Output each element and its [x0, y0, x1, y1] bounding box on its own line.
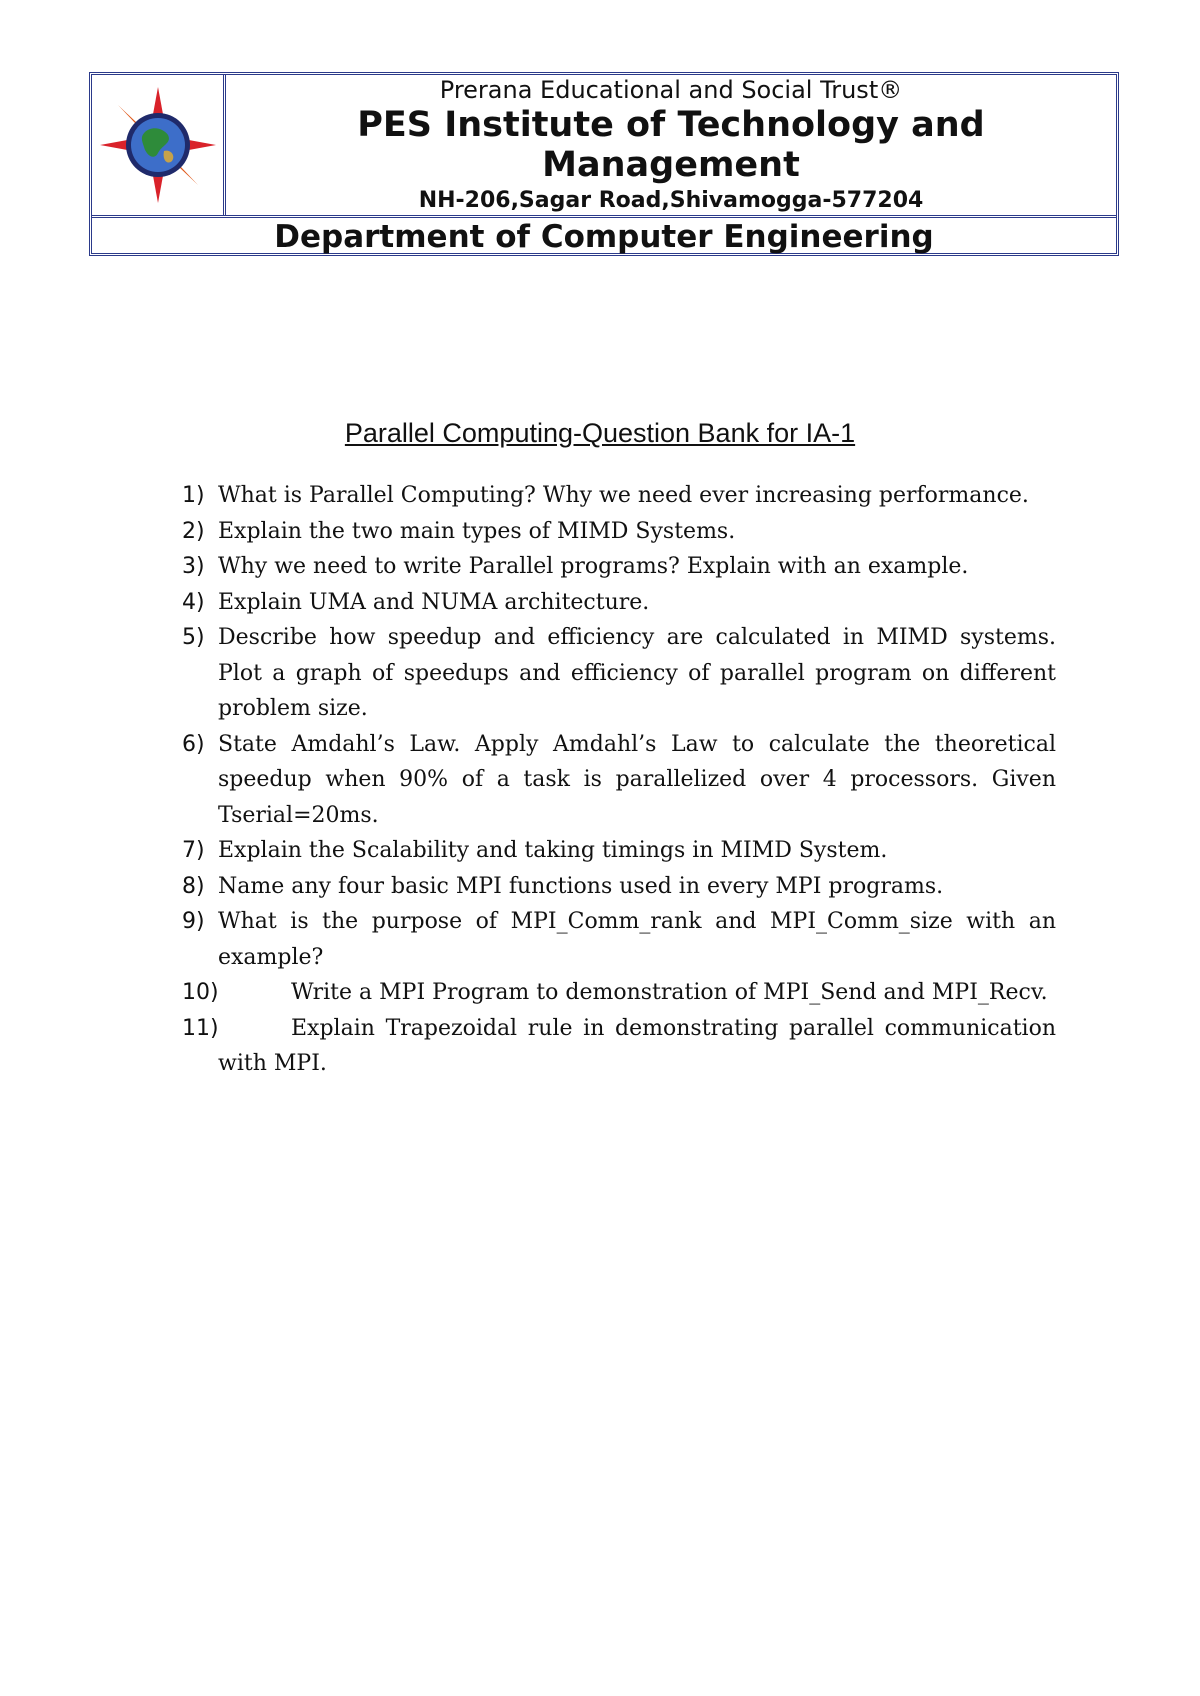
document-title: Parallel Computing-Question Bank for IA-1: [344, 418, 856, 448]
question-text: State Amdahl’s Law. Apply Amdahl’s Law to calculate the theoretical speedup when 90% of a task is parallelized over 4 processors. Given Tserial=20ms.: [218, 731, 1056, 828]
question-number: 7): [182, 838, 205, 863]
question-text: Explain UMA and NUMA architecture.: [218, 589, 650, 615]
question-item: [182, 1011, 1056, 1082]
question-item: [182, 833, 1056, 869]
question-text: Name any four basic MPI functions used in every MPI programs.: [218, 873, 944, 899]
question-item: [182, 727, 1056, 834]
question-text: Explain the Scalability and taking timings in MIMD System.: [218, 838, 888, 863]
question-number: 11): [182, 1015, 219, 1041]
question-number: 6): [182, 731, 205, 757]
institute-name: PES Institute of Technology and Management: [357, 105, 985, 185]
institution-heading: [226, 75, 1116, 215]
question-list: [182, 478, 1056, 1082]
question-item: [182, 549, 1056, 585]
question-item: [182, 904, 1056, 975]
question-number: 4): [182, 589, 205, 615]
institute-address: NH-206,Sagar Road,Shivamogga-577204: [418, 188, 924, 213]
question-number: 1): [182, 483, 205, 508]
question-number: 2): [182, 518, 205, 544]
letterhead: [89, 72, 1119, 256]
question-text: Why we need to write Parallel programs? Explain with an example.: [218, 554, 969, 579]
question-number: 10): [182, 980, 219, 1005]
question-text: Explain Trapezoidal rule in demonstrating parallel communication with MPI.: [218, 1015, 1056, 1076]
question-text: Explain the two main types of MIMD Systems.: [218, 518, 736, 544]
question-item: [182, 514, 1056, 550]
compass-globe-logo-icon: [98, 85, 218, 205]
question-number: 8): [182, 873, 205, 899]
question-item: [182, 975, 1056, 1011]
question-number: 9): [182, 909, 205, 934]
department-name: Department of Computer Engineering: [92, 215, 1116, 253]
question-item: [182, 478, 1056, 514]
trust-name: Prerana Educational and Social Trust®: [439, 76, 903, 104]
question-text: Describe how speedup and efficiency are calculated in MIMD systems. Plot a graph of speedups and efficiency of parallel program on different problem size.: [218, 625, 1056, 721]
question-text: What is Parallel Computing? Why we need ever increasing performance.: [218, 483, 1029, 508]
question-item: [182, 869, 1056, 905]
logo-cell: [92, 75, 226, 215]
question-number: 3): [182, 554, 205, 579]
question-item: [182, 620, 1056, 727]
question-text: What is the purpose of MPI_Comm_rank and MPI_Comm_size with an example?: [218, 909, 1056, 970]
question-number: 5): [182, 625, 205, 650]
question-text: Write a MPI Program to demonstration of MPI_Send and MPI_Recv.: [291, 980, 1048, 1005]
question-item: [182, 585, 1056, 621]
